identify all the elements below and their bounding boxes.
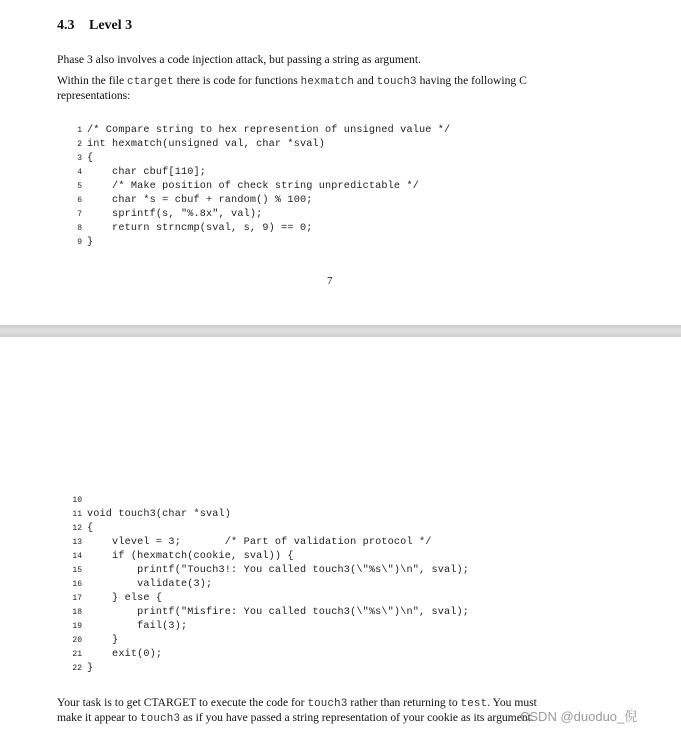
line-number: 2 bbox=[77, 140, 82, 149]
code-text: validate(3); bbox=[87, 579, 213, 590]
outro-line-1: Your task is to get CTARGET to execute the code for touch3 rather than returning to test. You must bbox=[57, 696, 537, 710]
line-number: 8 bbox=[77, 224, 82, 233]
code-text: /* Compare string to hex represention of unsigned value */ bbox=[87, 125, 451, 136]
inline-code-hexmatch: hexmatch bbox=[300, 76, 355, 88]
code-text: return strncmp(sval, s, 9) == 0; bbox=[87, 223, 313, 234]
code-text: void touch3(char *sval) bbox=[87, 509, 232, 520]
code-text: sprintf(s, "%.8x", val); bbox=[87, 209, 263, 220]
page-number: 7 bbox=[327, 275, 333, 287]
inline-code-ctarget: ctarget bbox=[127, 76, 174, 88]
intro-paragraph bbox=[57, 74, 527, 103]
inline-code-test: test bbox=[460, 698, 488, 710]
line-number: 17 bbox=[72, 594, 82, 603]
inline-code-touch3: touch3 bbox=[140, 713, 181, 725]
code-text: } bbox=[87, 635, 119, 646]
line-number: 12 bbox=[72, 524, 82, 533]
code-text: int hexmatch(unsigned val, char *sval) bbox=[87, 139, 326, 150]
line-number: 10 bbox=[72, 496, 82, 505]
code-text: fail(3); bbox=[87, 621, 188, 632]
line-number: 7 bbox=[77, 210, 82, 219]
intro-line-2: Within the file ctarget there is code for functions hexmatch and touch3 having the following C bbox=[57, 74, 527, 88]
line-number: 16 bbox=[72, 580, 82, 589]
line-number: 19 bbox=[72, 622, 82, 631]
watermark: CSDN @duoduo_倪 bbox=[520, 709, 638, 724]
page-separator bbox=[0, 325, 681, 337]
code-text: { bbox=[87, 523, 94, 534]
code-text: { bbox=[87, 153, 94, 164]
code-text: if (hexmatch(cookie, sval)) { bbox=[87, 551, 294, 562]
intro-line-3: representations: bbox=[57, 89, 131, 102]
line-number: 15 bbox=[72, 566, 82, 575]
code-text: printf("Touch3!: You called touch3(\"%s\")\n", sval); bbox=[87, 565, 470, 576]
inline-code-touch3: touch3 bbox=[307, 698, 348, 710]
line-number: 20 bbox=[72, 636, 82, 645]
outro-line-2: make it appear to touch3 as if you have passed a string representation of your cookie as its argument. bbox=[57, 711, 534, 725]
code-text: exit(0); bbox=[87, 649, 163, 660]
code-text: } bbox=[87, 237, 94, 248]
intro-line-1: Phase 3 also involves a code injection attack, but passing a string as argument. bbox=[57, 53, 421, 66]
line-number: 9 bbox=[77, 238, 82, 247]
line-number: 14 bbox=[72, 552, 82, 561]
code-text: vlevel = 3; /* Part of validation protocol */ bbox=[87, 537, 432, 548]
code-text: } bbox=[87, 663, 94, 674]
inline-code-touch3: touch3 bbox=[376, 76, 417, 88]
line-number: 13 bbox=[72, 538, 82, 547]
line-number: 21 bbox=[72, 650, 82, 659]
code-text: } else { bbox=[87, 593, 163, 604]
line-number: 6 bbox=[77, 196, 82, 205]
section-title: Level 3 bbox=[89, 18, 133, 33]
pdf-page-upper bbox=[0, 0, 681, 325]
line-number: 4 bbox=[77, 168, 82, 177]
code-text: char *s = cbuf + random() % 100; bbox=[87, 195, 313, 206]
code-text: /* Make position of check string unpredictable */ bbox=[87, 181, 419, 192]
outro-paragraph bbox=[57, 696, 537, 726]
line-number: 18 bbox=[72, 608, 82, 617]
pdf-page-lower bbox=[0, 337, 681, 733]
line-number: 22 bbox=[72, 664, 82, 673]
line-number: 1 bbox=[77, 126, 82, 135]
code-text: char cbuf[110]; bbox=[87, 167, 207, 178]
line-number: 5 bbox=[77, 182, 82, 191]
section-heading bbox=[57, 18, 132, 34]
line-number: 11 bbox=[72, 510, 82, 519]
line-number: 3 bbox=[77, 154, 82, 163]
code-text: printf("Misfire: You called touch3(\"%s\")\n", sval); bbox=[87, 607, 470, 618]
section-number: 4.3 bbox=[57, 18, 75, 33]
